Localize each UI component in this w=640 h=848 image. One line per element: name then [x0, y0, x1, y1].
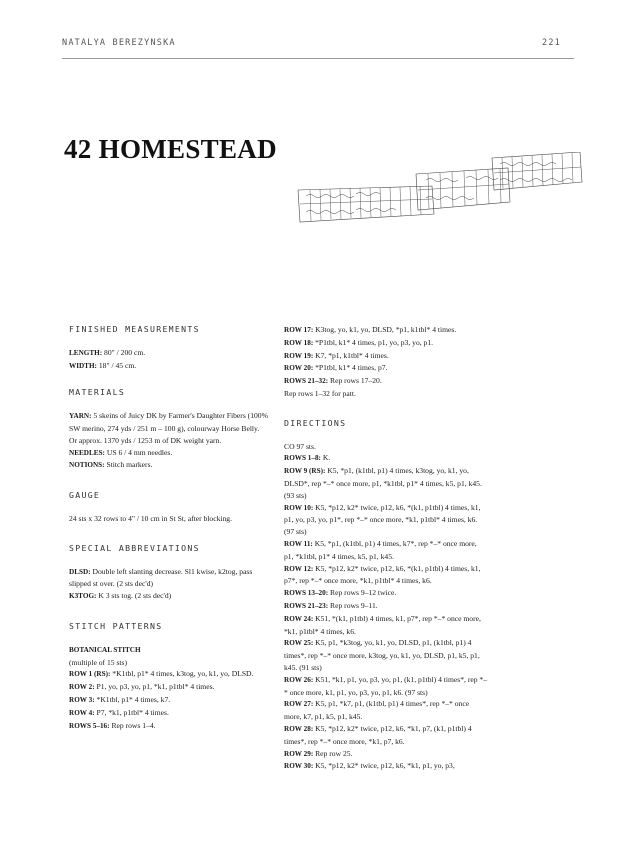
row-label: ROW 25: [284, 639, 314, 648]
row-label: ROW 29: [284, 749, 314, 758]
pattern-name [69, 644, 269, 657]
direction-row [284, 723, 488, 748]
knitted-scarf-sketch [296, 152, 586, 242]
row-label: ROW 27: [284, 700, 314, 709]
stitch-row [69, 668, 269, 681]
needles-value: US 6 / 4 mm needles. [104, 447, 173, 457]
row-label: ROW 12: [284, 564, 314, 573]
direction-row [284, 748, 488, 761]
row-label: ROW 11: [284, 539, 313, 548]
pattern-row [284, 337, 488, 350]
row-label: ROW 26: [284, 675, 314, 684]
pattern-row [284, 350, 488, 363]
row-label: ROW 19: [284, 351, 314, 360]
direction-row [284, 613, 488, 638]
row-value: Rep rows 9–12 twice. [328, 588, 397, 598]
length-line [69, 347, 269, 360]
row-value: K5, *p12, k2* twice, p12, k6, *(k1, p1tbl) 4 times, k1, p1, yo, p3, yo, p1*, rep *–* once more, *k1, p1tbl* 4 times, k6. (97 sts) [284, 502, 481, 537]
dlsd-line [69, 566, 269, 591]
running-header-author: NATALYA BEREZYNSKA [62, 38, 176, 48]
materials-heading: MATERIALS [69, 387, 126, 398]
row-value: *P1tbl, k1* 4 times, p1, yo, p3, yo, p1. [313, 337, 434, 347]
width-line [69, 360, 269, 373]
direction-row [284, 563, 488, 588]
row-value: *P1tbl, k1* 4 times, p7. [313, 363, 388, 373]
row-label: ROW 10: [284, 503, 314, 512]
row-value: P1, yo, p3, yo, p1, *k1, p1tbl* 4 times. [94, 682, 215, 692]
row-label: ROWS 13–20: [284, 589, 329, 598]
row-value: K3tog, yo, k1, yo, DLSD, *p1, k1tbl* 4 times. [313, 325, 457, 334]
direction-row [284, 587, 488, 600]
page-number: 221 [542, 38, 561, 48]
width-label: WIDTH: [69, 361, 97, 370]
row-label: ROWS 1–8: [284, 454, 321, 463]
stitch-row [69, 707, 269, 720]
directions-heading: DIRECTIONS [284, 417, 347, 428]
row-label: ROWS 21–23: [284, 601, 329, 610]
dlsd-label: DLSD: [69, 567, 91, 576]
row-value: K7, *p1, k1tbl* 4 times. [313, 350, 389, 360]
row-value: K5, p1, *k3tog, yo, k1, yo, DLSD, p1, (k1tbl, p1) 4 times*, rep *–* once more, k3tog, yo, k1, yo, DLSD, p1, k5, p1, k45. (91 sts) [284, 638, 480, 672]
row-value: K51, *(k1, p1tbl) 4 times, k1, p7*, rep *–* once more, *k1, p1tbl* 4 times, k6. [284, 613, 481, 636]
row-value: P7, *k1, p1tbl* 4 times. [94, 707, 169, 717]
direction-row [284, 698, 488, 723]
direction-row [284, 502, 488, 538]
row-label: ROW 4: [69, 708, 95, 717]
row-value: K5, *p1, (k1tbl, p1) 4 times, k7*, rep *–* once more, p1, *k1tbl, p1* 4 times, k5, p1, k45. [284, 538, 477, 561]
yarn-value: 5 skeins of Juicy DK by Farmer's Daughter Fibers (100% SW merino, 274 yds / 251 m – 100 g), colourway Horse Belly. Or approx. 1370 yds / 1253 m of DK weight yarn. [69, 411, 268, 445]
needles-label: NEEDLES: [69, 448, 105, 457]
stitch-patterns-heading: STITCH PATTERNS [69, 620, 163, 631]
row-label: ROW 30: [284, 762, 314, 771]
pattern-title: 42 HOMESTEAD [64, 134, 277, 164]
row-label: ROW 2: [69, 683, 95, 692]
direction-row [284, 465, 488, 501]
row-value: K5, *p12, k2* twice, p12, k6, *k1, p1, yo, p3, [313, 761, 455, 771]
row-value: Rep rows 9–11. [328, 600, 378, 610]
gauge-heading: GAUGE [69, 490, 101, 501]
row-value: K5, p1, *k7, p1, (k1tbl, p1) 4 times*, rep *–* once more, k7, p1, k5, p1, k45. [284, 699, 470, 722]
row-label: ROW 3: [69, 695, 95, 704]
pattern-row [284, 324, 488, 337]
dlsd-value: Double left slanting decrease. Sl1 kwise, k2tog, pass slipped st over. (2 sts dec'd) [69, 566, 253, 589]
yarn-label: YARN: [69, 412, 92, 421]
left-column [69, 324, 269, 732]
header-divider [62, 58, 574, 59]
direction-row [284, 600, 488, 613]
row-value: *K1tbl, p1* 4 times, k3tog, yo, k1, yo, DLSD. [110, 669, 254, 679]
length-value: 80" / 200 cm. [102, 347, 146, 357]
k3tog-label: K3TOG: [69, 592, 97, 601]
k3tog-line [69, 590, 269, 603]
row-label: ROW 18: [284, 338, 314, 347]
yarn-line [69, 410, 269, 446]
width-value: 18" / 45 cm. [96, 360, 137, 370]
row-value: K5, *p12, k2* twice, p12, k6, *k1, p7, (k1, p1tbl) 4 times*, rep *–* once more, *k1, p7, k6. [284, 723, 472, 746]
stitch-row [69, 720, 269, 733]
direction-row [284, 637, 488, 673]
row-label: ROW 24: [284, 614, 314, 623]
k3tog-value: K 3 sts tog. (2 sts dec'd) [96, 591, 172, 601]
row-label: ROWS 21–32: [284, 377, 329, 386]
row-label: ROW 20: [284, 364, 314, 373]
direction-row [284, 760, 488, 773]
gauge-text: 24 sts x 32 rows to 4" / 10 cm in St St, after blocking. [69, 513, 232, 523]
row-value: Rep rows 17–20. [328, 376, 382, 386]
row-value: Rep rows 1–4. [109, 720, 156, 730]
pattern-multiple: (multiple of 15 sts) [69, 657, 128, 667]
row-label: ROWS 5–16: [69, 721, 110, 730]
direction-row [284, 674, 488, 699]
stitch-row [69, 694, 269, 707]
notions-label: NOTIONS: [69, 461, 105, 470]
row-value: K5, *p12, k2* twice, p12, k6, *(k1, p1tbl) 4 times, k1, p7*, rep *–* once more, *k1, p1tbl* 4 times, k6. [284, 563, 481, 586]
special-abbreviations-heading: SPECIAL ABBREVIATIONS [69, 542, 200, 553]
row-value: K5, *p1, (k1tbl, p1) 4 times, k3tog, yo, k1, yo, DLSD*, rep *–* once more, p1, *k1tbl, p1* 4 times, k5, p1, k45. (93 sts) [284, 466, 482, 500]
right-column [284, 324, 488, 773]
row-value: *K1tbl, p1* 4 times, k7. [94, 694, 171, 704]
row-label: ROW 9 (RS): [284, 467, 326, 476]
stitch-row [69, 681, 269, 694]
row-value: Rep row 25. [313, 748, 353, 758]
direction-row [284, 538, 488, 563]
notions-value: Stitch markers. [104, 460, 153, 470]
row-label: ROW 1 (RS): [69, 670, 111, 679]
pattern-name-label: BOTANICAL STITCH [69, 645, 141, 654]
pattern-row [284, 362, 488, 375]
row-value: K. [320, 453, 331, 463]
row-label: ROW 28: [284, 724, 314, 733]
row-value: K51, *k1, p1, yo, p3, yo, p1, (k1, p1tbl) 4 times*, rep *–* once more, k1, p1, yo, p3, yo, p1, k6. (97 sts) [284, 674, 488, 697]
pattern-row [284, 375, 488, 388]
rep-note: Rep rows 1–32 for patt. [284, 388, 356, 398]
row-label: ROW 17: [284, 326, 314, 334]
direction-row [284, 452, 488, 465]
finished-measurements-heading: FINISHED MEASUREMENTS [69, 324, 200, 334]
cast-on-line: CO 97 sts. [284, 441, 316, 451]
length-label: LENGTH: [69, 348, 103, 357]
notions-line [69, 459, 269, 472]
needles-line [69, 447, 269, 460]
